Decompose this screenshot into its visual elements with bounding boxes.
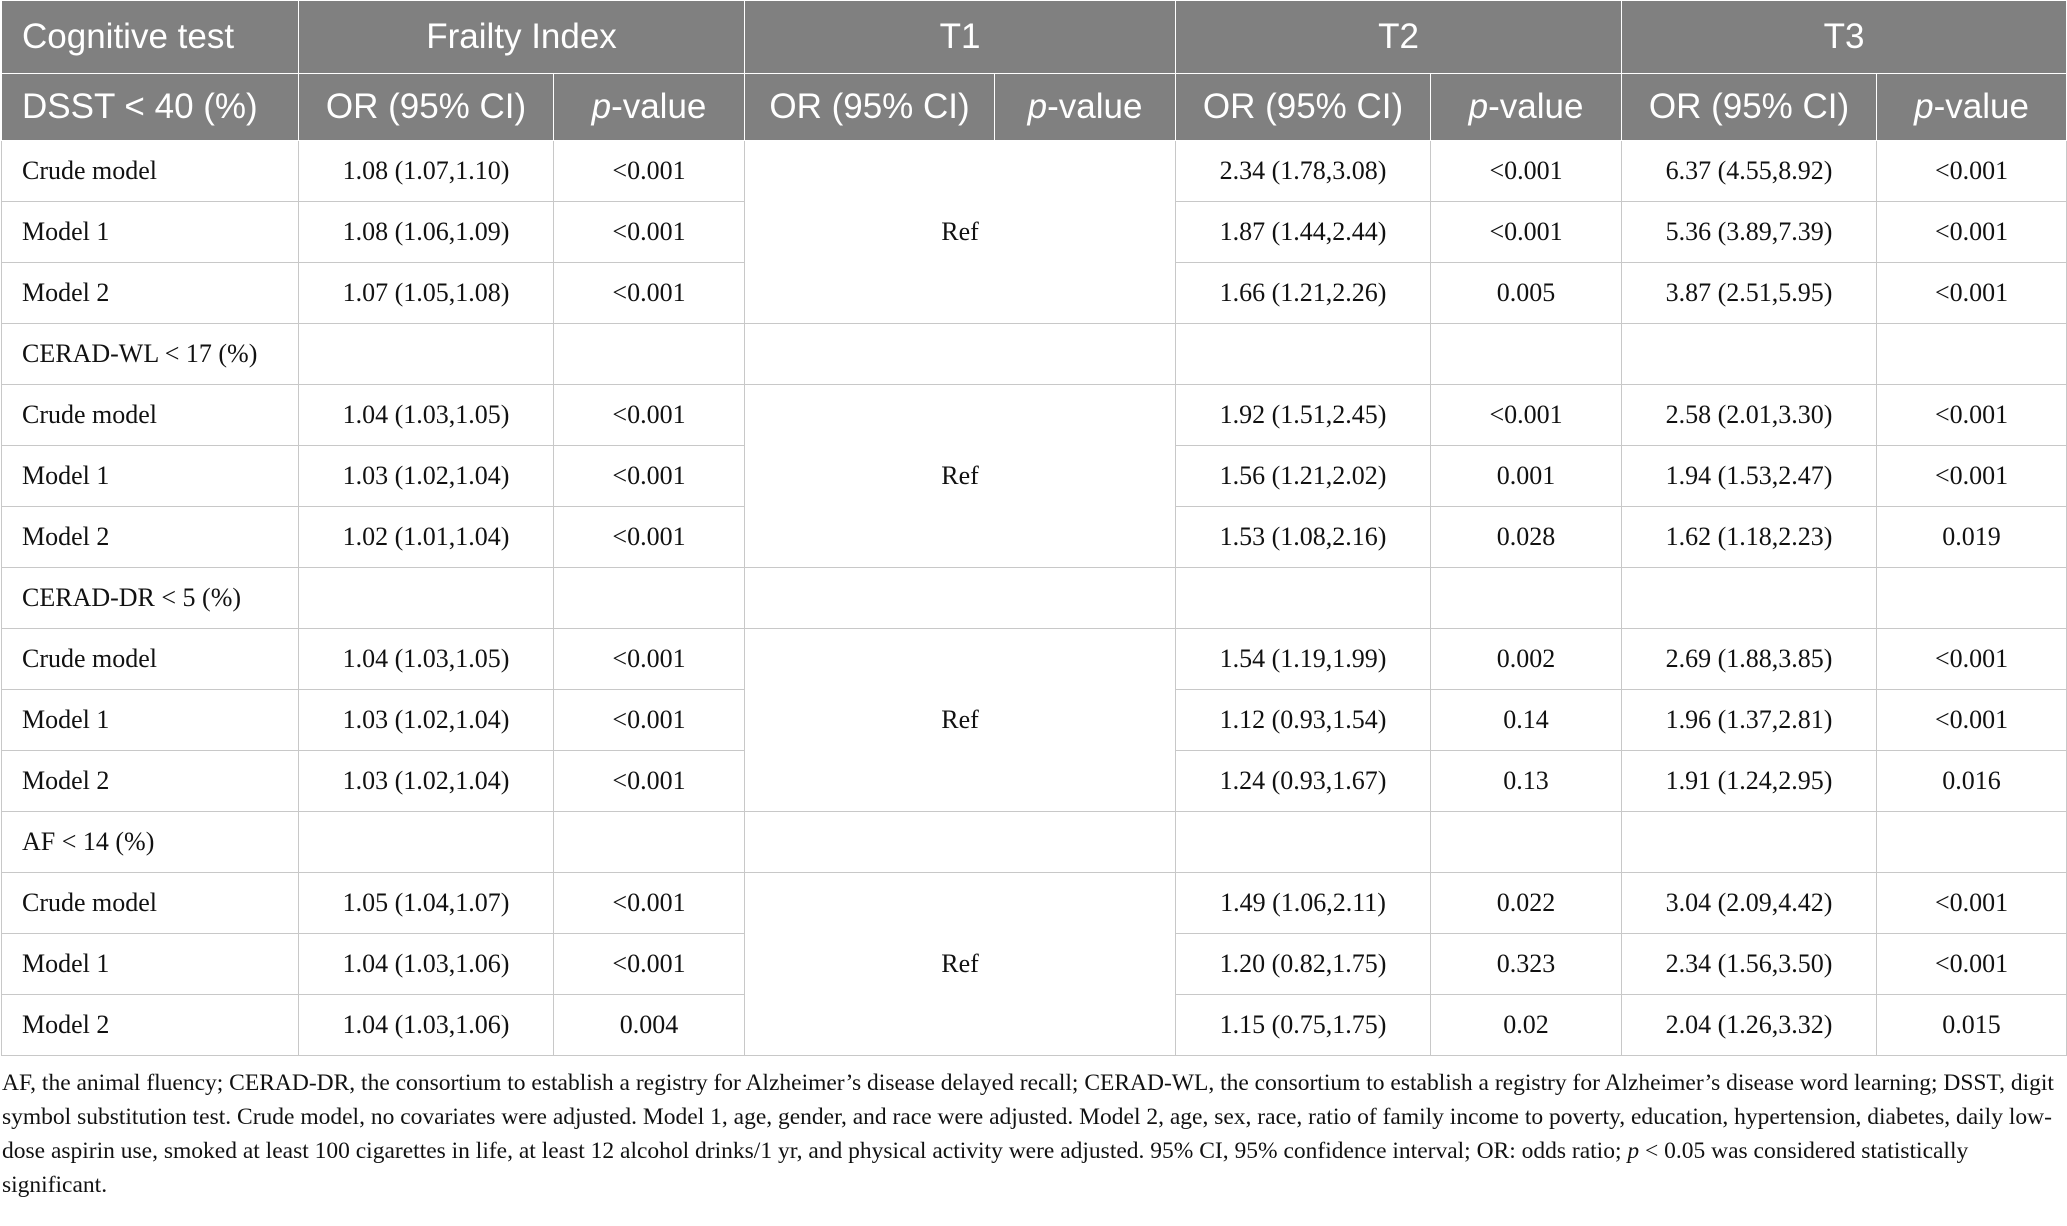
section-title-row xyxy=(2,568,2067,629)
table-row xyxy=(2,385,2067,446)
header-row-groups xyxy=(2,1,2067,74)
empty-cell xyxy=(745,568,1176,629)
header-p-rest: -value xyxy=(611,87,707,126)
empty-cell xyxy=(1877,568,2067,629)
header-or: OR (95% CI) xyxy=(1622,74,1877,141)
empty-cell xyxy=(1176,324,1431,385)
t2-or: 1.54 (1.19,1.99) xyxy=(1176,629,1431,690)
empty-cell xyxy=(1877,812,2067,873)
table-body xyxy=(2,141,2067,1056)
header-or: OR (95% CI) xyxy=(1176,74,1431,141)
t1-ref-cell: Ref xyxy=(745,629,1176,812)
t2-p: <0.001 xyxy=(1431,202,1622,263)
t3-or: 2.04 (1.26,3.32) xyxy=(1622,995,1877,1056)
section-title-row xyxy=(2,324,2067,385)
empty-cell xyxy=(745,324,1176,385)
frailty-p: <0.001 xyxy=(554,751,745,812)
t3-p: <0.001 xyxy=(1877,934,2067,995)
header-t3: T3 xyxy=(1622,1,2067,74)
header-pvalue xyxy=(1877,74,2067,141)
frailty-p: <0.001 xyxy=(554,263,745,324)
table-row xyxy=(2,873,2067,934)
header-dsst: DSST < 40 (%) xyxy=(2,74,299,141)
section-title: CERAD-WL < 17 (%) xyxy=(2,324,299,385)
frailty-or: 1.04 (1.03,1.06) xyxy=(299,995,554,1056)
header-t2: T2 xyxy=(1176,1,1622,74)
header-p-rest: -value xyxy=(1933,87,2029,126)
empty-cell xyxy=(1176,812,1431,873)
header-or: OR (95% CI) xyxy=(745,74,995,141)
empty-cell xyxy=(1176,568,1431,629)
table-footnote xyxy=(0,1056,2063,1202)
empty-cell xyxy=(299,324,554,385)
t3-or: 1.94 (1.53,2.47) xyxy=(1622,446,1877,507)
frailty-or: 1.03 (1.02,1.04) xyxy=(299,751,554,812)
t3-p: <0.001 xyxy=(1877,690,2067,751)
header-p-italic: p xyxy=(1914,87,1934,126)
frailty-p: <0.001 xyxy=(554,446,745,507)
empty-cell xyxy=(1877,324,2067,385)
t2-or: 1.12 (0.93,1.54) xyxy=(1176,690,1431,751)
empty-cell xyxy=(745,812,1176,873)
header-p-rest: -value xyxy=(1488,87,1584,126)
row-label: Model 1 xyxy=(2,202,299,263)
header-row-measures xyxy=(2,74,2067,141)
t2-p: 0.022 xyxy=(1431,873,1622,934)
frailty-or: 1.08 (1.07,1.10) xyxy=(299,141,554,202)
empty-cell xyxy=(299,812,554,873)
frailty-or: 1.05 (1.04,1.07) xyxy=(299,873,554,934)
t2-or: 1.66 (1.21,2.26) xyxy=(1176,263,1431,324)
t3-or: 6.37 (4.55,8.92) xyxy=(1622,141,1877,202)
empty-cell xyxy=(299,568,554,629)
frailty-or: 1.04 (1.03,1.05) xyxy=(299,629,554,690)
t2-or: 2.34 (1.78,3.08) xyxy=(1176,141,1431,202)
frailty-or: 1.02 (1.01,1.04) xyxy=(299,507,554,568)
t3-or: 1.96 (1.37,2.81) xyxy=(1622,690,1877,751)
frailty-p: <0.001 xyxy=(554,873,745,934)
row-label: Model 2 xyxy=(2,751,299,812)
frailty-p: <0.001 xyxy=(554,690,745,751)
t3-or: 1.62 (1.18,2.23) xyxy=(1622,507,1877,568)
row-label: Model 2 xyxy=(2,995,299,1056)
footnote-main: AF, the animal fluency; CERAD-DR, the consortium to establish a registry for Alzheimer’s disease delayed recall; CERAD-WL, the consortium to establish a registry for Alzheimer’s disease word learning; DSST, digit symbol substitution test. Crude model, no covariates were adjusted. Model 1, age, gender, and race were adjusted. Model 2, age, sex, race, ratio of family income to poverty, education, hypertension, diabetes, daily low-dose aspirin use, smoked at least 100 cigarettes in life, at least 12 alcohol drinks/1 yr, and physical activity were adjusted. 95% CI, 95% confidence interval; OR: odds ratio; xyxy=(2,1070,2054,1164)
frailty-p: <0.001 xyxy=(554,385,745,446)
frailty-p: <0.001 xyxy=(554,507,745,568)
t1-ref-cell: Ref xyxy=(745,385,1176,568)
t3-p: <0.001 xyxy=(1877,446,2067,507)
results-table xyxy=(1,0,2067,1056)
t3-p: <0.001 xyxy=(1877,873,2067,934)
empty-cell xyxy=(1431,324,1622,385)
empty-cell xyxy=(1431,568,1622,629)
t3-p: <0.001 xyxy=(1877,202,2067,263)
footnote-p-italic: p xyxy=(1627,1138,1640,1164)
t2-p: 0.13 xyxy=(1431,751,1622,812)
t1-ref-cell: Ref xyxy=(745,873,1176,1056)
footnote-tail: < 0.05 was considered statistically significant. xyxy=(2,1138,1969,1198)
row-label: Crude model xyxy=(2,385,299,446)
t3-p: <0.001 xyxy=(1877,141,2067,202)
frailty-p: <0.001 xyxy=(554,629,745,690)
t3-p: 0.016 xyxy=(1877,751,2067,812)
row-label: Crude model xyxy=(2,873,299,934)
header-p-italic: p xyxy=(1027,87,1048,126)
t2-p: 0.02 xyxy=(1431,995,1622,1056)
row-label: Model 1 xyxy=(2,934,299,995)
header-or: OR (95% CI) xyxy=(299,74,554,141)
t3-p: <0.001 xyxy=(1877,385,2067,446)
header-p-rest: -value xyxy=(1047,87,1143,126)
t3-or: 1.91 (1.24,2.95) xyxy=(1622,751,1877,812)
t3-p: <0.001 xyxy=(1877,263,2067,324)
frailty-or: 1.03 (1.02,1.04) xyxy=(299,690,554,751)
t3-or: 2.69 (1.88,3.85) xyxy=(1622,629,1877,690)
t3-or: 5.36 (3.89,7.39) xyxy=(1622,202,1877,263)
t3-or: 3.87 (2.51,5.95) xyxy=(1622,263,1877,324)
section-title: CERAD-DR < 5 (%) xyxy=(2,568,299,629)
empty-cell xyxy=(1622,812,1877,873)
section-title: AF < 14 (%) xyxy=(2,812,299,873)
t3-p: 0.015 xyxy=(1877,995,2067,1056)
header-t1: T1 xyxy=(745,1,1176,74)
header-pvalue xyxy=(554,74,745,141)
frailty-or: 1.04 (1.03,1.06) xyxy=(299,934,554,995)
t2-p: 0.001 xyxy=(1431,446,1622,507)
empty-cell xyxy=(554,812,745,873)
t2-p: 0.002 xyxy=(1431,629,1622,690)
frailty-or: 1.07 (1.05,1.08) xyxy=(299,263,554,324)
t2-or: 1.49 (1.06,2.11) xyxy=(1176,873,1431,934)
t3-or: 2.34 (1.56,3.50) xyxy=(1622,934,1877,995)
t1-ref-cell: Ref xyxy=(745,141,1176,324)
empty-cell xyxy=(554,568,745,629)
t3-p: <0.001 xyxy=(1877,629,2067,690)
empty-cell xyxy=(1431,812,1622,873)
row-label: Crude model xyxy=(2,141,299,202)
empty-cell xyxy=(1622,568,1877,629)
t2-or: 1.56 (1.21,2.02) xyxy=(1176,446,1431,507)
row-label: Model 1 xyxy=(2,446,299,507)
t2-p: 0.323 xyxy=(1431,934,1622,995)
frailty-p: 0.004 xyxy=(554,995,745,1056)
table-header xyxy=(2,1,2067,141)
t2-p: <0.001 xyxy=(1431,141,1622,202)
empty-cell xyxy=(1622,324,1877,385)
empty-cell xyxy=(554,324,745,385)
t2-or: 1.87 (1.44,2.44) xyxy=(1176,202,1431,263)
row-label: Crude model xyxy=(2,629,299,690)
header-frailty-index: Frailty Index xyxy=(299,1,745,74)
frailty-or: 1.03 (1.02,1.04) xyxy=(299,446,554,507)
t3-p: 0.019 xyxy=(1877,507,2067,568)
section-title-row xyxy=(2,812,2067,873)
row-label: Model 2 xyxy=(2,263,299,324)
header-cognitive-test: Cognitive test xyxy=(2,1,299,74)
t2-or: 1.15 (0.75,1.75) xyxy=(1176,995,1431,1056)
t3-or: 2.58 (2.01,3.30) xyxy=(1622,385,1877,446)
t2-p: <0.001 xyxy=(1431,385,1622,446)
t2-or: 1.24 (0.93,1.67) xyxy=(1176,751,1431,812)
t2-or: 1.92 (1.51,2.45) xyxy=(1176,385,1431,446)
header-pvalue xyxy=(1431,74,1622,141)
frailty-p: <0.001 xyxy=(554,202,745,263)
header-p-italic: p xyxy=(1468,87,1489,126)
row-label: Model 2 xyxy=(2,507,299,568)
table-row xyxy=(2,141,2067,202)
frailty-or: 1.04 (1.03,1.05) xyxy=(299,385,554,446)
row-label: Model 1 xyxy=(2,690,299,751)
table-row xyxy=(2,629,2067,690)
t2-p: 0.028 xyxy=(1431,507,1622,568)
t2-p: 0.005 xyxy=(1431,263,1622,324)
frailty-p: <0.001 xyxy=(554,934,745,995)
t3-or: 3.04 (2.09,4.42) xyxy=(1622,873,1877,934)
frailty-or: 1.08 (1.06,1.09) xyxy=(299,202,554,263)
t2-or: 1.20 (0.82,1.75) xyxy=(1176,934,1431,995)
frailty-p: <0.001 xyxy=(554,141,745,202)
t2-p: 0.14 xyxy=(1431,690,1622,751)
header-pvalue xyxy=(995,74,1176,141)
t2-or: 1.53 (1.08,2.16) xyxy=(1176,507,1431,568)
footnote-text xyxy=(2,1066,2057,1202)
header-p-italic: p xyxy=(591,87,612,126)
